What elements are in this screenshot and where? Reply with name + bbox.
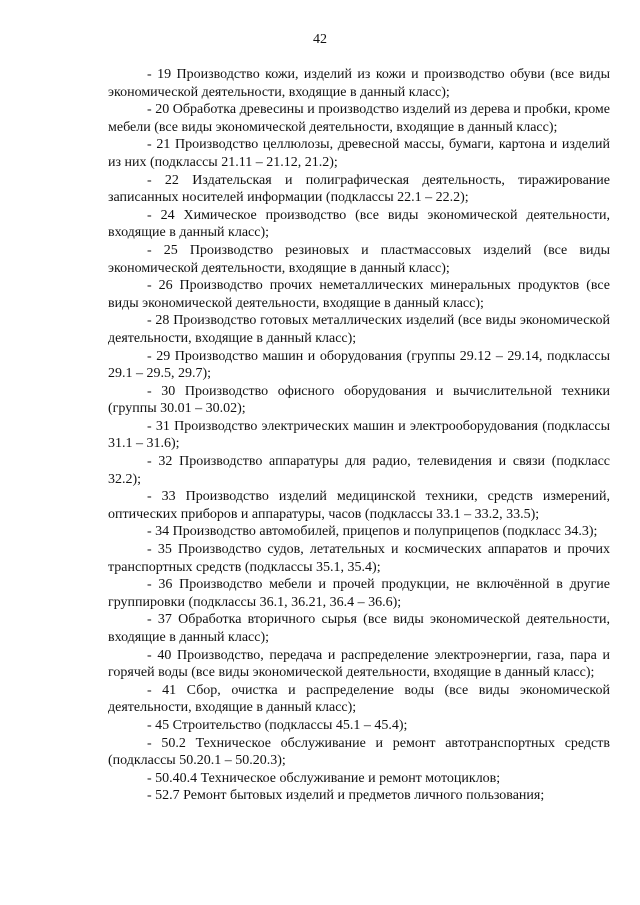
list-item: - 21 Производство целлюлозы, древесной массы, бумаги, картона и изделий из них (подклассы 21.11 – 21.12, 21.2); bbox=[108, 137, 610, 170]
list-item: - 25 Производство резиновых и пластмассовых изделий (все виды экономической деятельности, входящие в данный класс); bbox=[108, 242, 610, 276]
list-item: - 45 Строительство (подклассы 45.1 – 45.4); bbox=[147, 717, 408, 733]
list-item: - 26 Производство прочих неметаллических минеральных продуктов (все виды экономической деятельности, входящие в данный класс); bbox=[108, 278, 610, 311]
list-item: - 20 Обработка древесины и производство изделий из дерева и пробки, кроме мебели (все виды экономической деятельности, входящие в данный класс); bbox=[108, 102, 610, 135]
list-item: - 31 Производство электрических машин и электрооборудования (подклассы 31.1 – 31.6); bbox=[108, 418, 610, 452]
list-item: - 35 Производство судов, летательных и космических аппаратов и прочих транспортных средств (подклассы 35.1, 35.4); bbox=[108, 542, 610, 575]
list-item: - 24 Химическое производство (все виды экономической деятельности, входящие в данный класс); bbox=[108, 207, 610, 241]
list-item: - 32 Производство аппаратуры для радио, телевидения и связи (подкласс 32.2); bbox=[108, 454, 610, 487]
list-item: - 40 Производство, передача и распределение электроэнергии, газа, пара и горячей воды (все виды экономической деятельности, входящие в данный класс); bbox=[108, 647, 610, 681]
list-item: - 19 Производство кожи, изделий из кожи и производство обуви (все виды экономической деятельности, входящие в данный класс); bbox=[108, 67, 610, 100]
list-item: - 33 Производство изделий медицинской техники, средств измерений, оптических приборов и аппаратуры, часов (подклассы 33.1 – 33.2, 33.5); bbox=[108, 489, 610, 522]
list-item: - 28 Производство готовых металлических изделий (все виды экономической деятельности, входящие в данный класс); bbox=[108, 313, 610, 346]
list-item: - 34 Производство автомобилей, прицепов и полуприцепов (подкласс 34.3); bbox=[147, 524, 598, 540]
list-item: - 37 Обработка вторичного сырья (все виды экономической деятельности, входящие в данный класс); bbox=[108, 612, 610, 645]
list-item: - 36 Производство мебели и прочей продукции, не включённой в другие группировки (подклассы 36.1, 36.21, 36.4 – 36.6); bbox=[108, 577, 610, 610]
page-number: 42 bbox=[313, 32, 327, 47]
list-item: - 50.40.4 Техническое обслуживание и ремонт мотоциклов; bbox=[147, 770, 501, 786]
list-item: - 30 Производство офисного оборудования и вычислительной техники (группы 30.01 – 30.02); bbox=[108, 383, 610, 417]
list-item: - 41 Сбор, очистка и распределение воды (все виды экономической деятельности, входящие в данный класс); bbox=[108, 682, 610, 716]
document-body bbox=[108, 66, 610, 805]
list-item: - 29 Производство машин и оборудования (группы 29.12 – 29.14, подклассы 29.1 – 29.5, 29.7); bbox=[108, 348, 610, 382]
list-item: - 52.7 Ремонт бытовых изделий и предметов личного пользования; bbox=[147, 788, 545, 804]
list-item: - 22 Издательская и полиграфическая деятельность, тиражирование записанных носителей информации (подклассы 22.1 – 22.2); bbox=[108, 172, 610, 206]
list-item: - 50.2 Техническое обслуживание и ремонт автотранспортных средств (подклассы 50.20.1 – 50.20.3); bbox=[108, 735, 610, 769]
